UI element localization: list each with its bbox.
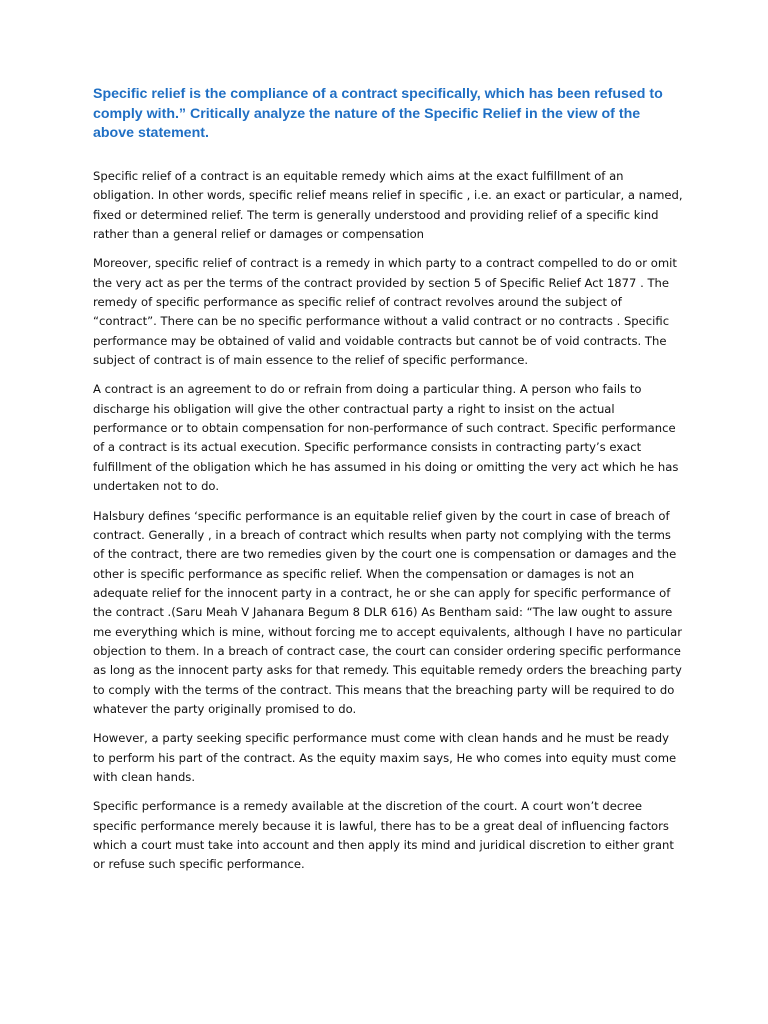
paragraph-3: A contract is an agreement to do or refrain from doing a particular thing. A person who fails to discharge his obligation will give the other contractual party a right to insist on the actual performance or to obtain compensation for non-performance of such contract. Specific performance of a contract is its actual execution. Specific performance consists in contracting party’s exact fulfillment of the obligation which he has assumed in his doing or omitting the very act which he has undertaken not to do.: [93, 382, 679, 494]
paragraph-4: Halsbury defines ‘specific performance is an equitable relief given by the court in case of breach of contract. Generally , in a breach of contract which results when party not complying with the terms of the contract, there are two remedies given by the court one is compensation or damages and the other is specific performance as specific relief. When the compensation or damages is not an adequate relief for the innocent party in a contract, he or she can apply for specific performance of the contract .(Saru Meah V Jahanara Begum 8 DLR 616) As Bentham said: “The law ought to assure me everything which is mine, without forcing me to accept equivalents, although I have no particular objection to them. In a breach of contract case, the court can consider ordering specific performance as long as the innocent party asks for that remedy. This equitable remedy orders the breaching party to comply with the terms of the contract. This means that the breaching party will be required to do whatever the party originally promised to do.: [93, 508, 683, 716]
paragraph-2: Moreover, specific relief of contract is a remedy in which party to a contract compelled to do or omit the very act as per the terms of the contract provided by section 5 of Specific Relief Act 1877 . The remedy of specific performance as specific relief of contract revolves around the subject of “contract”. There can be no specific performance without a valid contract or no contracts . Specific performance may be obtained of valid and voidable contracts but cannot be of void contracts. The subject of contract is of main essence to the relief of specific performance.: [93, 256, 677, 368]
paragraph-5: However, a party seeking specific performance must come with clean hands and he must be ready to perform his part of the contract. As the equity maxim says, He who comes into equity must come with clean hands.: [93, 731, 677, 784]
document-body: [93, 167, 683, 885]
paragraph-6: Specific performance is a remedy available at the discretion of the court. A court won’t decree specific performance merely because it is lawful, there has to be a great deal of influencing factors which a court must take into account and then apply its mind and juridical discretion to either grant or refuse such specific performance.: [93, 799, 674, 872]
paragraph-1: Specific relief of a contract is an equitable remedy which aims at the exact fulfillment of an obligation. In other words, specific relief means relief in specific , i.e. an exact or particular, a named, fixed or determined relief. The term is generally understood and providing relief of a specific kind rather than a general relief or damages or compensation: [93, 169, 683, 242]
document-title: Specific relief is the compliance of a contract specifically, which has been refused to comply with.” Critically analyze the nature of the Specific Relief in the view of the above statement.: [93, 86, 663, 141]
